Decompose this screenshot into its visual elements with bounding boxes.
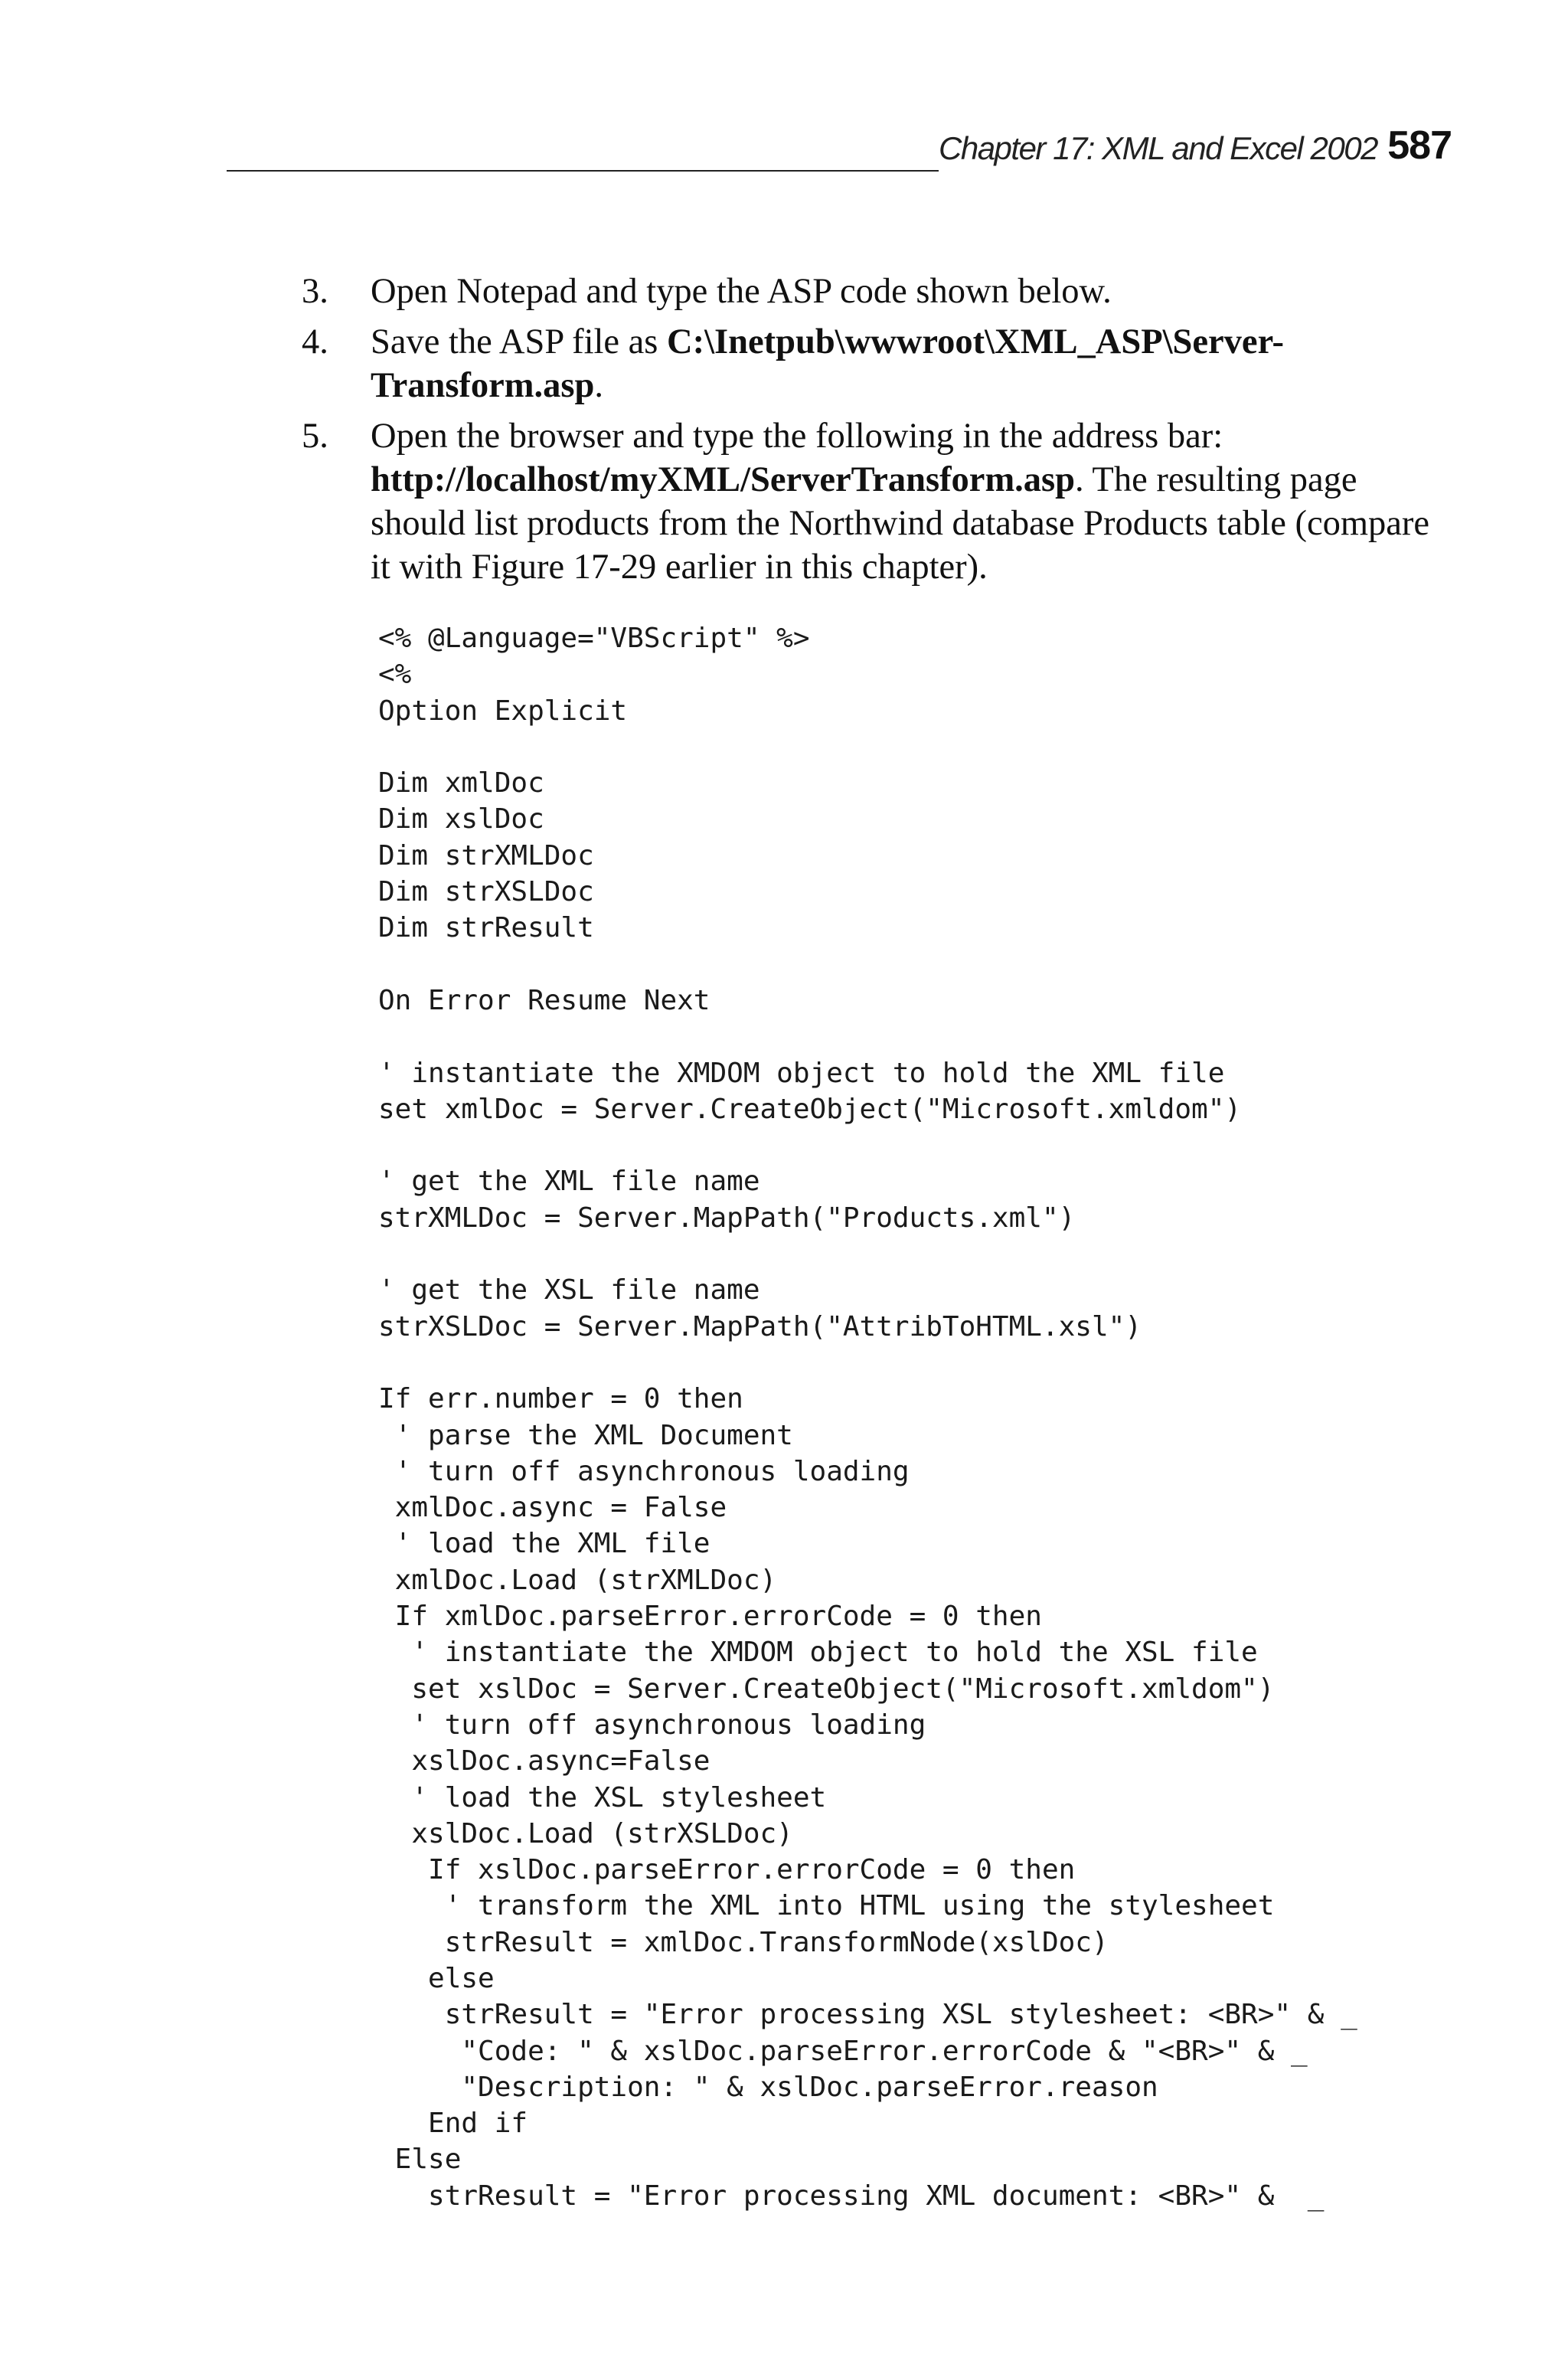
header-rule	[227, 170, 939, 172]
step-text-suffix: .	[594, 366, 603, 405]
chapter-title: Chapter 17: XML and Excel 2002	[939, 130, 1377, 166]
step-item	[302, 414, 1458, 589]
file-path: C:\Inetpub\wwwroot\XML_ASP\Server-Transform.asp	[371, 322, 1284, 405]
page-number: 587	[1387, 123, 1452, 168]
step-text-suffix: . The resulting page should list products from the Northwind database Products table (compare it with Figure 17-29 earlier in this chapter).	[371, 460, 1430, 587]
step-text: Open Notepad and type the ASP code shown below.	[371, 272, 1112, 311]
step-list	[302, 270, 1458, 596]
step-text: Open the browser and type the following in the address bar:	[371, 417, 1223, 456]
running-header	[227, 123, 1459, 176]
step-number: 5.	[302, 417, 328, 456]
step-item	[302, 270, 1458, 313]
step-number: 3.	[302, 272, 328, 311]
step-item	[302, 320, 1458, 407]
url-text: http://localhost/myXML/ServerTransform.asp	[371, 460, 1076, 499]
step-text: Save the ASP file as	[371, 322, 668, 361]
code-listing: <% @Language="VBScript" %> <% Option Explicit Dim xmlDoc Dim xslDoc Dim strXMLDoc Dim strXSLDoc Dim strResult On Error Resume Next ' instantiate the XMDOM object to hold the XML file set xmlDoc = Server.CreateObject("Microsoft.xmldom") ' get the XML file name strXMLDoc = Server.MapPath("Products.xml") ' get the XSL file name strXSLDoc = Server.MapPath("AttribToHTML.xsl") If err.number = 0 then ' parse the XML Document ' turn off asynchronous loading xmlDoc.async = False ' load the XML file xmlDoc.Load (strXMLDoc) If xmlDoc.parseError.errorCode = 0 then ' instantiate the XMDOM object to hold the XSL file set xslDoc = Server.CreateObject("Microsoft.xmldom") ' turn off asynchronous loading xslDoc.async=False ' load the XSL stylesheet xslDoc.Load (strXSLDoc) If xslDoc.parseError.errorCode = 0 then ' transform the XML into HTML using the stylesheet strResult = xmlDoc.TransformNode(xslDoc) else strResult = "Error processing XSL stylesheet: <BR>" & _ "Code: " & xslDoc.parseError.errorCode & "<BR>" & _ "Description: " & xslDoc.parseError.reason End if Else strResult = "Error processing XML document: <BR>" & _	[378, 623, 1357, 2212]
step-number: 4.	[302, 322, 328, 361]
